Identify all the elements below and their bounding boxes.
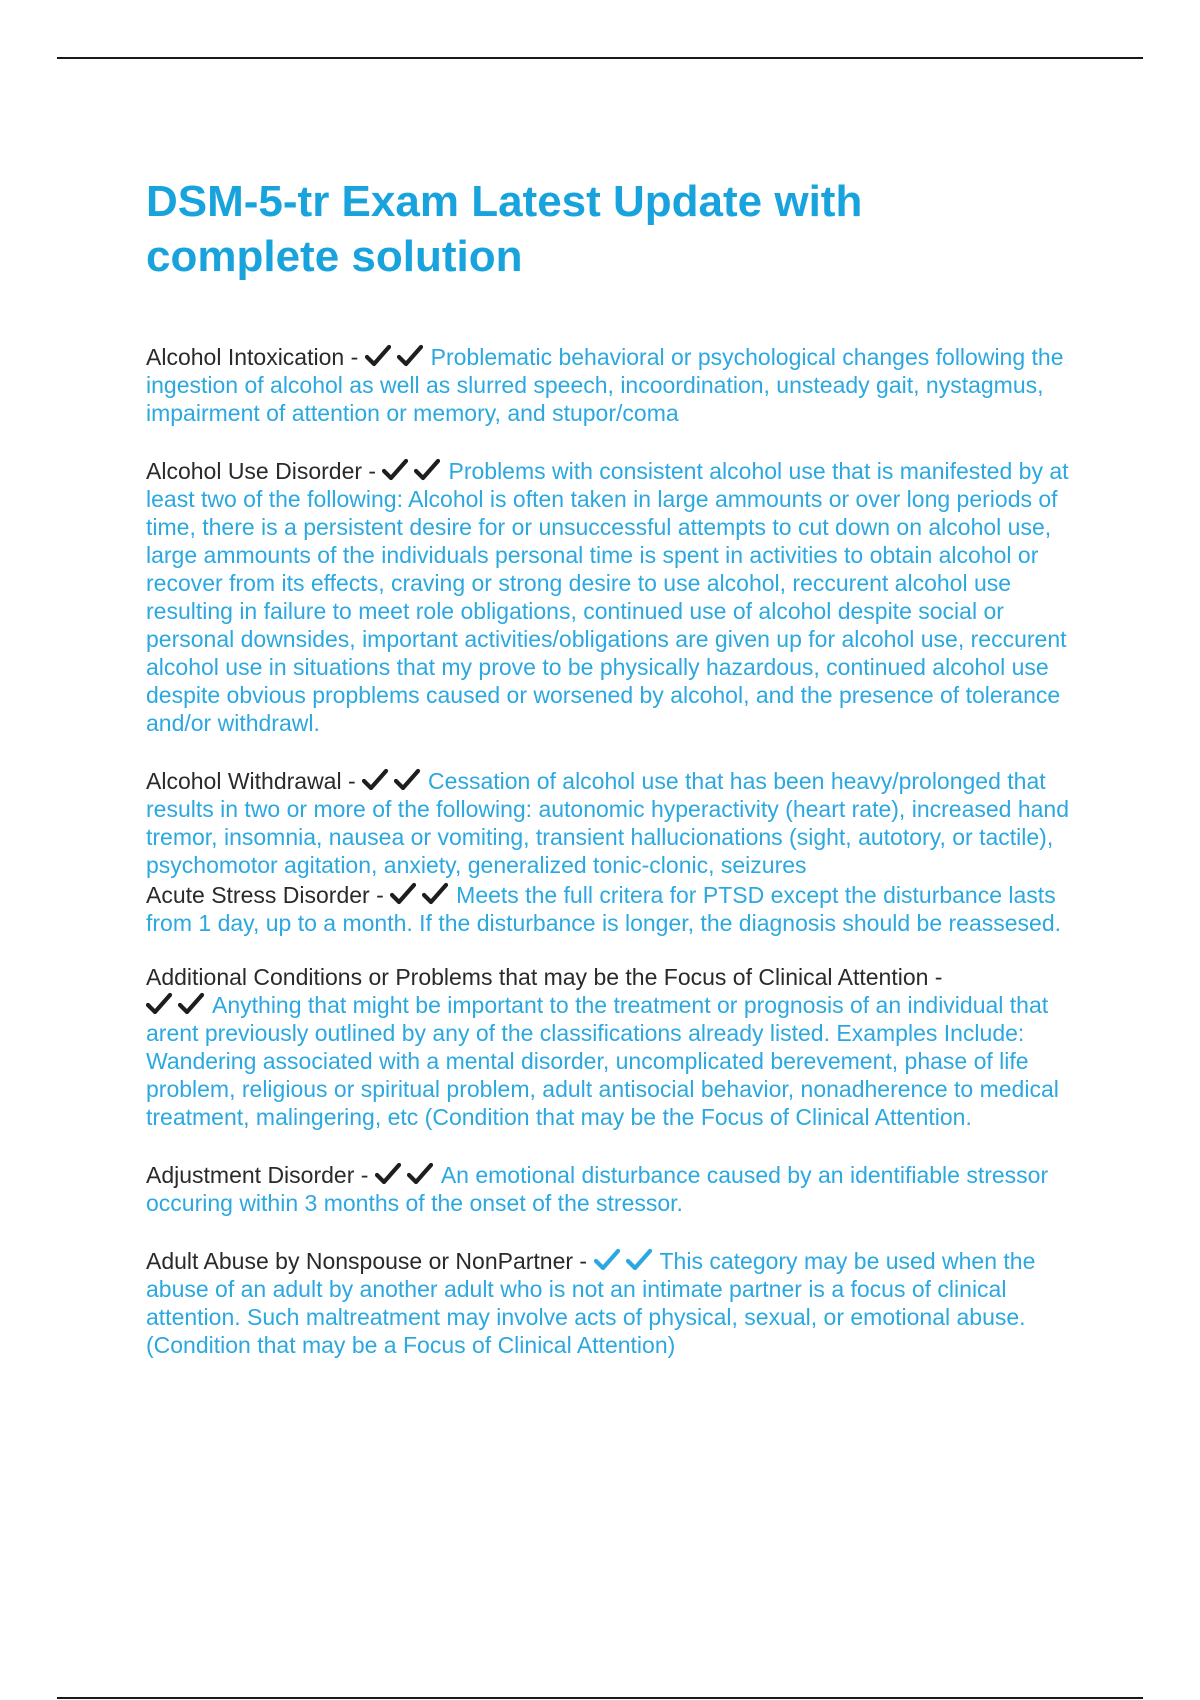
entry-separator: - bbox=[928, 964, 943, 990]
double-checkmark bbox=[146, 991, 210, 1019]
list-item bbox=[146, 963, 1091, 1131]
dark-checkmark-icon bbox=[390, 882, 416, 906]
entry-term: Alcohol Intoxication bbox=[146, 344, 345, 370]
entry-definition: Problematic behavioral or psychological changes following the ingestion of alcohol as well as slurred speech, incoordination, unsteady gait, nystagmus, impairment of attention or memory, and stupor/coma bbox=[146, 344, 1064, 426]
list-item bbox=[146, 881, 1091, 937]
dark-checkmark-icon bbox=[422, 882, 448, 906]
entry-definition: An emotional disturbance caused by an identifiable stressor occuring within 3 months of the onset of the stressor. bbox=[146, 1162, 1049, 1216]
blue-checkmark-icon bbox=[594, 1248, 620, 1272]
entry-separator: - bbox=[344, 344, 365, 370]
dark-checkmark-icon bbox=[394, 768, 420, 792]
entry-separator: - bbox=[573, 1248, 594, 1274]
dark-checkmark-icon bbox=[397, 344, 423, 368]
list-item bbox=[146, 457, 1091, 737]
entry-definition: Cessation of alcohol use that has been heavy/prolonged that results in two or more of the following: autonomic hyperactivity (heart rate), increased hand tremor, insomnia, nausea or vomiting, transient hallucionations (sight, autotory, or tactile), psychomotor agitation, anxiety, generalized tonic-clonic, seizures bbox=[146, 768, 1069, 878]
entry-separator: - bbox=[362, 458, 383, 484]
list-item bbox=[146, 1161, 1091, 1217]
list-item bbox=[146, 343, 1091, 427]
entry-separator: - bbox=[354, 1162, 375, 1188]
double-checkmark bbox=[390, 881, 454, 909]
dark-checkmark-icon bbox=[178, 992, 204, 1016]
dark-checkmark-icon bbox=[146, 992, 172, 1016]
dark-checkmark-icon bbox=[362, 768, 388, 792]
double-checkmark bbox=[375, 1161, 439, 1189]
entry-separator: - bbox=[369, 882, 391, 908]
list-item bbox=[146, 767, 1091, 879]
entry-definition: Anything that might be important to the treatment or prognosis of an individual that arent previously outlined by any of the classifications already listed. Examples Include: Wandering associated with a mental disorder, uncomplicated berevement, phase of life problem, religious or spiritual problem, adult antisocial behavior, nonadherence to medical treatment, malingering, etc (Condition that may be the Focus of Clinical Attention. bbox=[146, 992, 1059, 1130]
dark-checkmark-icon bbox=[414, 458, 440, 482]
entry-definition: Meets the full critera for PTSD except the disturbance lasts from 1 day, up to a month. If the disturbance is longer, the diagnosis should be reassesed. bbox=[146, 882, 1062, 936]
entry-list bbox=[146, 343, 1091, 1359]
dark-checkmark-icon bbox=[365, 344, 391, 368]
entry-term: Alcohol Withdrawal bbox=[146, 768, 342, 794]
entry-separator: - bbox=[341, 768, 363, 794]
dark-checkmark-icon bbox=[382, 458, 408, 482]
double-checkmark bbox=[594, 1247, 658, 1275]
entry-definition: This category may be used when the abuse of an adult by another adult who is not an intimate partner is a focus of clinical attention. Such maltreatment may involve acts of physical, sexual, or emotional abuse. (Condition that may be a Focus of Clinical Attention) bbox=[146, 1248, 1036, 1358]
entry-term: Additional Conditions or Problems that may be the Focus of Clinical Attention bbox=[146, 964, 929, 990]
blue-checkmark-icon bbox=[626, 1248, 652, 1272]
entry-term: Adjustment Disorder bbox=[146, 1162, 355, 1188]
bottom-rule bbox=[57, 1697, 1143, 1699]
dark-checkmark-icon bbox=[375, 1162, 401, 1186]
double-checkmark bbox=[365, 343, 429, 371]
entry-term: Acute Stress Disorder bbox=[146, 882, 370, 908]
page-title: DSM-5-tr Exam Latest Update with complete solution bbox=[146, 177, 863, 281]
top-rule bbox=[57, 57, 1143, 59]
entry-term: Alcohol Use Disorder bbox=[146, 458, 363, 484]
dark-checkmark-icon bbox=[407, 1162, 433, 1186]
entry-definition: Problems with consistent alcohol use that is manifested by at least two of the following: Alcohol is often taken in large ammounts or over long periods of time, there is a persistent desire for or unsuccessful attempts to cut down on alcohol use, large ammounts of the individuals personal time is spent in activities to obtain alcohol or recover from its effects, craving or strong desire to use alcohol, reccurent alcohol use resulting in failure to meet role obligations, continued use of alcohol despite social or personal downsides, important activities/obligations are given up for alcohol use, reccurent alcohol use in situations that my prove to be physically hazardous, continued alcohol use despite obvious propblems caused or worsened by alcohol, and the presence of tolerance and/or withdrawl. bbox=[146, 458, 1069, 736]
double-checkmark bbox=[382, 457, 446, 485]
double-checkmark bbox=[362, 767, 426, 795]
entry-term: Adult Abuse by Nonspouse or NonPartner bbox=[146, 1248, 574, 1274]
list-item bbox=[146, 1247, 1091, 1359]
